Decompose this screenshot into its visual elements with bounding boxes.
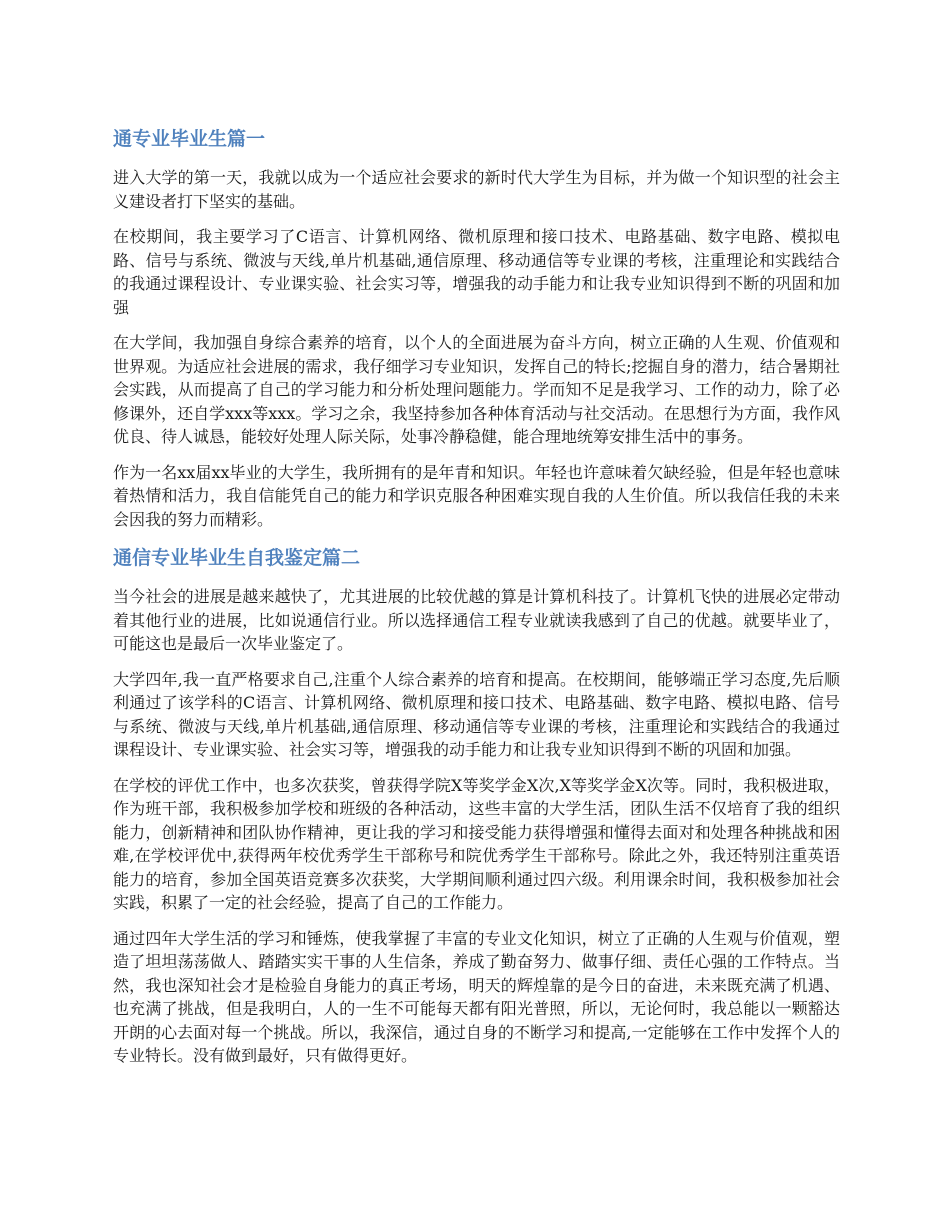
document-page (113, 124, 840, 1080)
section-2-heading: 通信专业毕业生自我鉴定篇二 (113, 547, 361, 569)
section-1-paragraph: 在大学间，我加强自身综合素养的培育，以个人的全面进展为奋斗方向，树立正确的人生观、价值观和世界观。为适应社会进展的需求，我仔细学习专业知识，发挥自己的特长;挖掘自身的潜力，结合暑期社会实践，从而提高了自己的学习能力和分析处理问题能力。学而知不足是我学习、工作的动力，除了必修课外，还自学xxx等xxx。学习之余，我坚持参加各种体育活动与社交活动。在思想行为方面，我作风优良、待人诚恳，能较好处理人际关际，处事冷静稳健，能合理地统筹安排生活中的事务。 (113, 333, 840, 446)
section-2-paragraph: 当今社会的进展是越来越快了，尤其进展的比较优越的算是计算机科技了。计算机飞快的进展必定带动着其他行业的进展，比如说通信行业。所以选择通信工程专业就读我感到了自己的优越。就要毕业了，可能这也是最后一次毕业鉴定了。 (113, 587, 840, 653)
section-2-paragraph: 通过四年大学生活的学习和锤炼，使我掌握了丰富的专业文化知识，树立了正确的人生观与价值观，塑造了坦坦荡荡做人、踏踏实实干事的人生信条，养成了勤奋努力、做事仔细、责任心强的工作特点。当然，我也深知社会才是检验自身能力的真正考场，明天的辉煌靠的是今日的奋进，未来既充满了机遇、也充满了挑战，但是我明白，人的一生不可能每天都有阳光普照，所以，无论何时，我总能以一颗豁达开朗的心去面对每一个挑战。所以，我深信，通过自身的不断学习和提高,一定能够在工作中发挥个人的专业特长。没有做到最好，只有做得更好。 (113, 928, 840, 1065)
section-1-paragraph: 在校期间，我主要学习了C语言、计算机网络、微机原理和接口技术、电路基础、数字电路、模拟电路、信号与系统、微波与天线,单片机基础,通信原理、移动通信等专业课的考核，注重理论和实践结合的我通过课程设计、专业课实验、社会实习等，增强我的动手能力和让我专业知识得到不断的巩固和加强 (113, 227, 840, 317)
section-2-paragraph: 在学校的评优工作中，也多次获奖，曾获得学院X等奖学金X次,X等奖学金X次等。同时，我积极进取，作为班干部，我积极参加学校和班级的各种活动，这些丰富的大学生活，团队生活不仅培育了我的组织能力，创新精神和团队协作精神，更让我的学习和接受能力获得增强和懂得去面对和处理各种挑战和困难,在学校评优中,获得两年校优秀学生干部称号和院优秀学生干部称号。除此之外，我还特别注重英语能力的培育，参加全国英语竞赛多次获奖，大学期间顺利通过四六级。利用课余时间，我积极参加社会实践，积累了一定的社会经验，提高了自己的工作能力。 (113, 775, 840, 912)
section-1-paragraph: 作为一名xx届xx毕业的大学生，我所拥有的是年青和知识。年轻也许意味着欠缺经验，但是年轻也意味着热情和活力，我自信能凭自己的能力和学识克服各种困难实现自我的人生价值。所以我信任我的未来会因我的努力而精彩。 (113, 462, 840, 529)
section-1-paragraph: 进入大学的第一天，我就以成为一个适应社会要求的新时代大学生为目标，并为做一个知识型的社会主义建设者打下坚实的基础。 (113, 168, 840, 211)
section-2-paragraph: 大学四年,我一直严格要求自己,注重个人综合素养的培育和提高。在校期间，能够端正学习态度,先后顺利通过了该学科的C语言、计算机网络、微机原理和接口技术、电路基础、数字电路、模拟电路、信号与系统、微波与天线,单片机基础,通信原理、移动通信等专业课的考核，注重理论和实践结合的我通过课程设计、专业课实验、社会实习等，增强我的动手能力和让我专业知识得到不断的巩固和加强。 (113, 669, 840, 759)
section-1-heading: 通专业毕业生篇一 (113, 128, 266, 150)
